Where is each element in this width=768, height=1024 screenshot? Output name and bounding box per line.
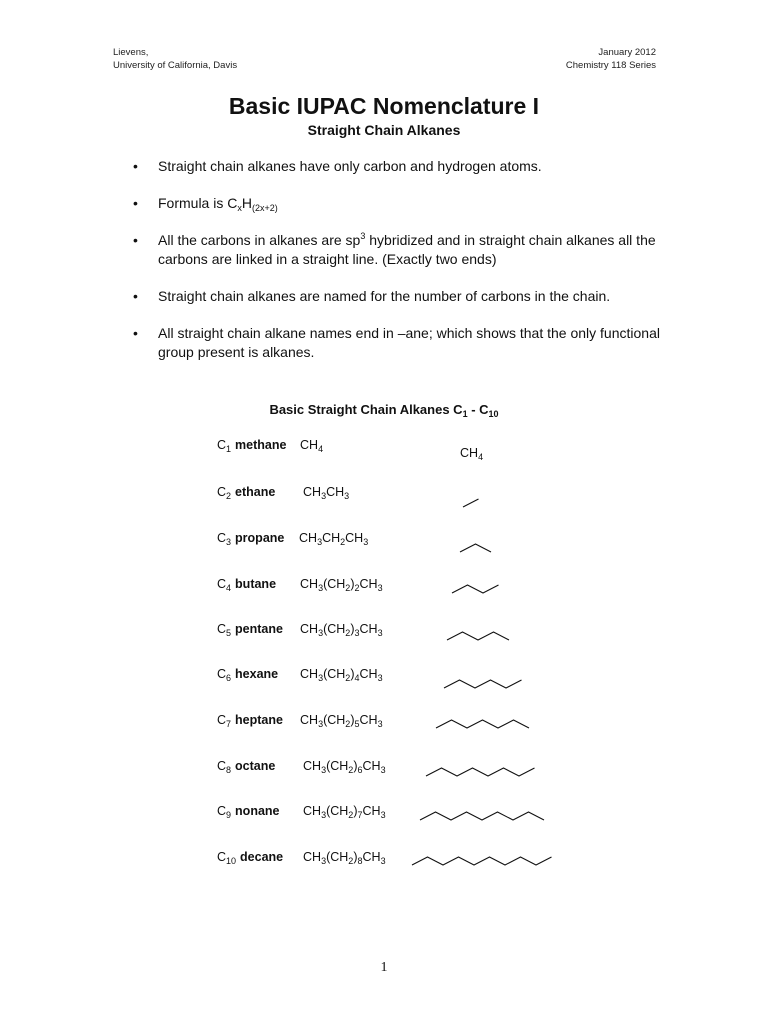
alkane-row	[0, 622, 768, 662]
subscript: (2x+2)	[251, 203, 278, 213]
series: Chemistry 118 Series	[565, 60, 656, 71]
alkane-formula: $CH_3(CH_2)_6CH_3$	[303, 759, 386, 775]
alkane-name: hexane	[235, 667, 279, 681]
skeletal-text: $CH_4$	[460, 446, 484, 462]
carbon-chain	[420, 812, 544, 820]
institution: University of California, Davis	[113, 60, 238, 71]
alkane-label: $C_4$ butane	[217, 577, 277, 593]
skeletal-structure	[445, 630, 511, 642]
alkane-row	[0, 531, 768, 571]
subscript: x	[237, 203, 242, 213]
alkane-label: $C_3$ propane	[217, 531, 285, 547]
bullet-text: All straight chain alkane names end in –ane; which shows that the only functional group present is alkanes.	[158, 325, 660, 360]
alkane-name: ethane	[235, 485, 276, 499]
bullet-item: • Straight chain alkanes are named for the number of carbons in the chain.	[133, 288, 611, 304]
carbon-chain	[426, 768, 535, 776]
header-right	[566, 46, 656, 72]
bullet-text: H	[241, 195, 252, 211]
alkane-formula: $CH_3(CH_2)_7CH_3$	[303, 804, 386, 820]
alkane-name: pentane	[235, 622, 283, 636]
bullet-text: All the carbons in alkanes are sp	[158, 232, 361, 248]
date: January 2012	[598, 47, 656, 58]
alkane-label: $C_5$ pentane	[217, 622, 283, 638]
bullet-text: Formula is C	[158, 195, 238, 211]
page-number: 1	[380, 960, 388, 975]
bullet-item: • All straight chain alkane names end in –ane; which shows that the only functional group present is alkanes.	[133, 325, 660, 360]
bullet-item: • All the carbons in alkanes are $sp^3$ hybridized and in straight chain alkanes all the carbons are linked in a straight line. (Exactly two ends)	[133, 231, 656, 267]
alkane-name: methane	[235, 438, 287, 452]
superscript: 3	[360, 231, 366, 241]
alkane-row	[0, 759, 768, 799]
alkane-label: $C_8$ octane	[217, 759, 276, 775]
carbon-chain	[452, 585, 499, 593]
alkane-formula: $CH_3(CH_2)_3CH_3$	[300, 622, 383, 638]
table-title	[0, 402, 768, 417]
bullet-text: Straight chain alkanes have only carbon and hydrogen atoms.	[158, 158, 542, 174]
table-title-text: Basic Straight Chain Alkanes C	[269, 402, 463, 417]
skeletal-structure	[434, 718, 531, 730]
carbon-chain	[436, 720, 529, 728]
carbon-chain	[460, 544, 491, 552]
skeletal-structure	[458, 542, 493, 554]
skeletal-structure	[450, 583, 501, 595]
alkane-formula: $CH_3CH_3$	[303, 485, 350, 501]
skeletal-structure	[410, 855, 554, 867]
carbon-chain	[444, 680, 522, 688]
header-left	[113, 46, 237, 72]
alkane-formula: $CH_3(CH_2)_2CH_3$	[300, 577, 383, 593]
alkane-formula: $CH_3(CH_2)_5CH_3$	[300, 713, 383, 729]
alkane-formula: $CH_3CH_2CH_3$	[299, 531, 369, 547]
alkane-row	[0, 485, 768, 525]
skeletal-structure	[461, 497, 481, 509]
alkane-name: nonane	[235, 804, 280, 818]
skeletal-structure	[442, 678, 524, 690]
alkane-name: propane	[235, 531, 285, 545]
alkane-row	[0, 804, 768, 844]
alkane-label: $C_{10}$ decane	[217, 850, 284, 866]
alkane-label: $C_2$ ethane	[217, 485, 276, 501]
page-subtitle: Straight Chain Alkanes	[307, 122, 461, 138]
skeletal-structure	[418, 810, 546, 822]
bullet-item: • Formula is $C_xH_{(2x+2)}$	[133, 195, 278, 213]
skeletal-structure	[424, 766, 537, 778]
alkane-formula: $CH_4$	[300, 438, 324, 454]
bullet-text: Straight chain alkanes are named for the number of carbons in the chain.	[158, 288, 611, 304]
subscript: 10	[488, 409, 499, 419]
table-title-text: - C	[467, 402, 489, 417]
bullet-text: hybridized and in straight chain alkanes all the carbons are linked in a straight line. (Exactly two ends)	[158, 232, 656, 267]
alkane-formula: $CH_3(CH_2)_4CH_3$	[300, 667, 383, 683]
carbon-chain	[463, 499, 479, 507]
bullet-item: • Straight chain alkanes have only carbon and hydrogen atoms.	[133, 158, 542, 174]
alkane-row	[0, 713, 768, 753]
alkane-row	[0, 438, 768, 478]
alkane-name: butane	[235, 577, 277, 591]
author: Lievens,	[113, 47, 149, 58]
subscript: 1	[462, 409, 468, 419]
alkane-label: $C_6$ hexane	[217, 667, 279, 683]
alkane-name: decane	[240, 850, 284, 864]
alkane-formula: $CH_3(CH_2)_8CH_3$	[303, 850, 386, 866]
alkane-row	[0, 667, 768, 707]
alkane-row	[0, 577, 768, 617]
carbon-chain	[447, 632, 509, 640]
page-title: Basic IUPAC Nomenclature I	[228, 93, 540, 119]
carbon-chain	[412, 857, 552, 865]
alkane-row	[0, 850, 768, 890]
alkane-name: octane	[235, 759, 276, 773]
alkane-label: $C_9$ nonane	[217, 804, 280, 820]
alkane-label: $C_7$ heptane	[217, 713, 283, 729]
bullet-list	[133, 157, 673, 380]
alkane-name: heptane	[235, 713, 283, 727]
alkane-label: $C_1$ methane	[217, 438, 287, 454]
